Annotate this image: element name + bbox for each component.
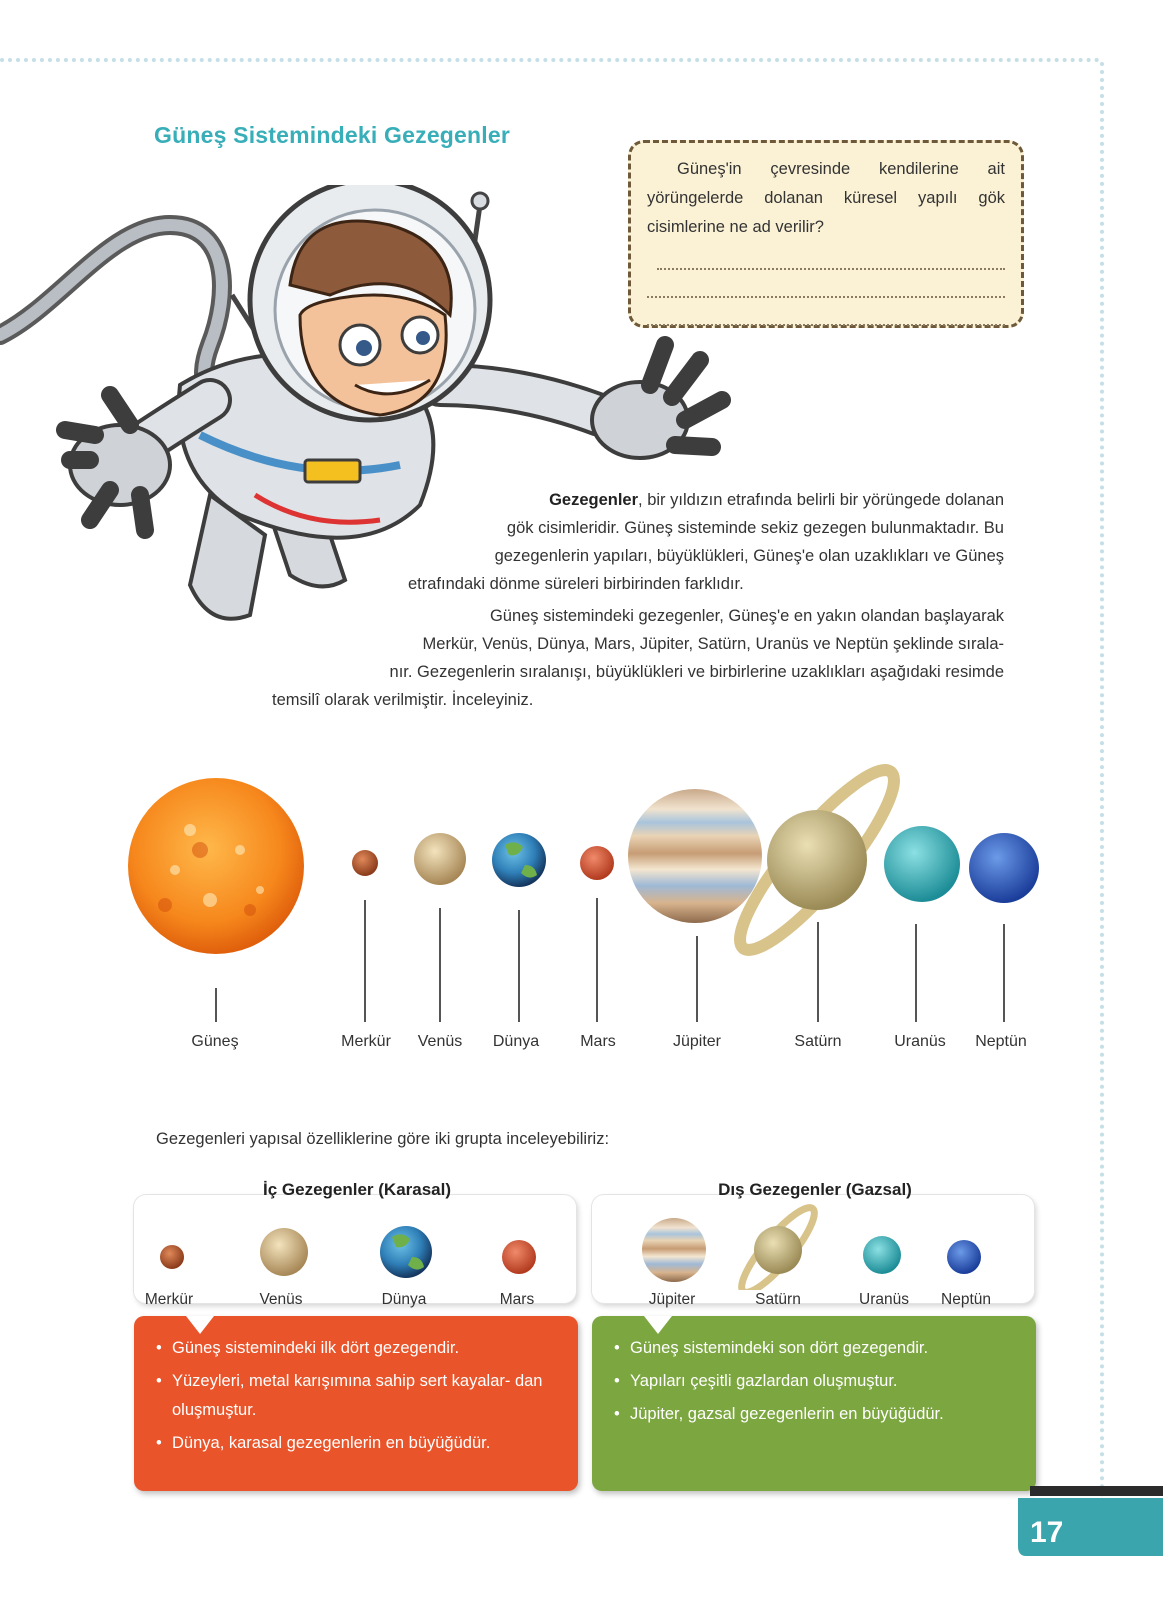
paragraph-2 bbox=[272, 602, 1004, 714]
sun-icon bbox=[128, 778, 304, 954]
paragraph-2-line: Merkür, Venüs, Dünya, Mars, Jüpiter, Satürn, Uranüs ve Neptün şeklinde sırala- bbox=[422, 635, 1004, 653]
outer-bullet: • Yapıları çeşitli gazlardan oluşmuştur. bbox=[630, 1367, 1022, 1396]
page-title: Güneş Sistemindeki Gezegenler bbox=[154, 122, 511, 148]
question-text: Güneş'in çevresinde kendilerine ait yörüngelerde dolanan küresel yapılı gök cisimlerine ne ad verilir? bbox=[647, 160, 1005, 236]
mars-icon bbox=[580, 846, 614, 880]
paragraph-2-line: Güneş sistemindeki gezegenler, Güneş'e en yakın olandan başlayarak bbox=[489, 607, 1004, 625]
outer-group-title: Dış Gezegenler (Gazsal) bbox=[718, 1180, 912, 1199]
term-gezegenler: Gezegenler bbox=[549, 491, 639, 509]
inner-bullet: • Güneş sistemindeki ilk dört gezegendir. bbox=[172, 1334, 564, 1363]
inner-pointer bbox=[186, 1316, 214, 1334]
jupiter-icon bbox=[642, 1218, 706, 1282]
solar-system-illustration bbox=[0, 740, 1163, 1030]
inner-planets-illustration bbox=[134, 1205, 576, 1285]
page-number: 17 bbox=[1030, 1516, 1064, 1549]
paragraph-2-line: temsilî olarak verilmiştir. İnceleyiniz. bbox=[272, 691, 534, 709]
paragraph-1-line: gök cisimleridir. Güneş sisteminde sekiz gezegen bulunmaktadır. Bu bbox=[506, 519, 1004, 537]
paragraph-1-line: gezegenlerin yapıları, büyüklükleri, Güneş'e olan uzaklıkları ve Güneş bbox=[494, 547, 1004, 565]
paragraph-2-line: nır. Gezegenlerin sıralanışı, büyüklükleri ve birbirlerine uzaklıkları aşağıdaki resimde bbox=[389, 663, 1004, 681]
label-venus: Venüs bbox=[417, 1033, 463, 1050]
mercury-icon bbox=[352, 850, 378, 876]
inner-group-title: İç Gezegenler (Karasal) bbox=[262, 1180, 452, 1199]
inner-label-venus: Venüs bbox=[259, 1291, 303, 1308]
mars-icon bbox=[502, 1240, 536, 1274]
paragraph-1-line: Gezegenler, bir yıldızın etrafında belirli bir yörüngede dolanan bbox=[549, 491, 1004, 509]
paragraph-1 bbox=[408, 486, 1004, 598]
earth-icon bbox=[492, 833, 546, 887]
jupiter-icon bbox=[628, 789, 762, 923]
inner-planets-info bbox=[134, 1316, 578, 1491]
outer-label-saturn: Satürn bbox=[755, 1291, 801, 1308]
inner-bullet: • Dünya, karasal gezegenlerin en büyüğüdür. bbox=[172, 1429, 564, 1458]
inner-label-earth: Dünya bbox=[381, 1291, 427, 1308]
outer-label-jupiter: Jüpiter bbox=[648, 1291, 696, 1308]
inner-bullet: • Yüzeyleri, metal karışımına sahip sert kayalar- dan oluşmuştur. bbox=[172, 1367, 564, 1425]
neptune-icon bbox=[969, 833, 1039, 903]
label-saturn: Satürn bbox=[794, 1033, 842, 1050]
outer-bullet: • Güneş sistemindeki son dört gezegendir. bbox=[630, 1334, 1022, 1363]
uranus-icon bbox=[863, 1236, 901, 1274]
outer-label-neptune: Neptün bbox=[941, 1291, 991, 1308]
groups-intro: Gezegenleri yapısal özelliklerine göre iki grupta inceleyebiliriz: bbox=[156, 1130, 610, 1148]
outer-pointer bbox=[644, 1316, 672, 1334]
outer-planets-info bbox=[592, 1316, 1036, 1491]
label-uranus: Uranüs bbox=[894, 1033, 946, 1050]
uranus-icon bbox=[884, 826, 960, 902]
venus-icon bbox=[260, 1228, 308, 1276]
label-jupiter: Jüpiter bbox=[672, 1033, 722, 1050]
label-sun: Güneş bbox=[191, 1033, 239, 1050]
saturn-icon bbox=[733, 1200, 824, 1290]
paragraph-1-line: etrafındaki dönme süreleri birbirinden farklıdır. bbox=[408, 575, 744, 593]
neptune-icon bbox=[947, 1240, 981, 1274]
inner-label-mars: Mars bbox=[499, 1291, 535, 1308]
label-earth: Dünya bbox=[492, 1033, 540, 1050]
inner-label-mercury: Merkür bbox=[144, 1291, 194, 1308]
mercury-icon bbox=[160, 1245, 184, 1269]
outer-label-uranus: Uranüs bbox=[859, 1291, 909, 1308]
outer-planets-illustration bbox=[592, 1190, 1034, 1290]
dotted-frame-top bbox=[0, 58, 1100, 62]
venus-icon bbox=[414, 833, 466, 885]
label-mercury: Merkür bbox=[341, 1033, 391, 1050]
outer-bullet: • Jüpiter, gazsal gezegenlerin en büyüğüdür. bbox=[630, 1400, 1022, 1429]
earth-icon bbox=[380, 1226, 432, 1278]
label-neptune: Neptün bbox=[975, 1033, 1027, 1050]
label-mars: Mars bbox=[580, 1033, 616, 1050]
